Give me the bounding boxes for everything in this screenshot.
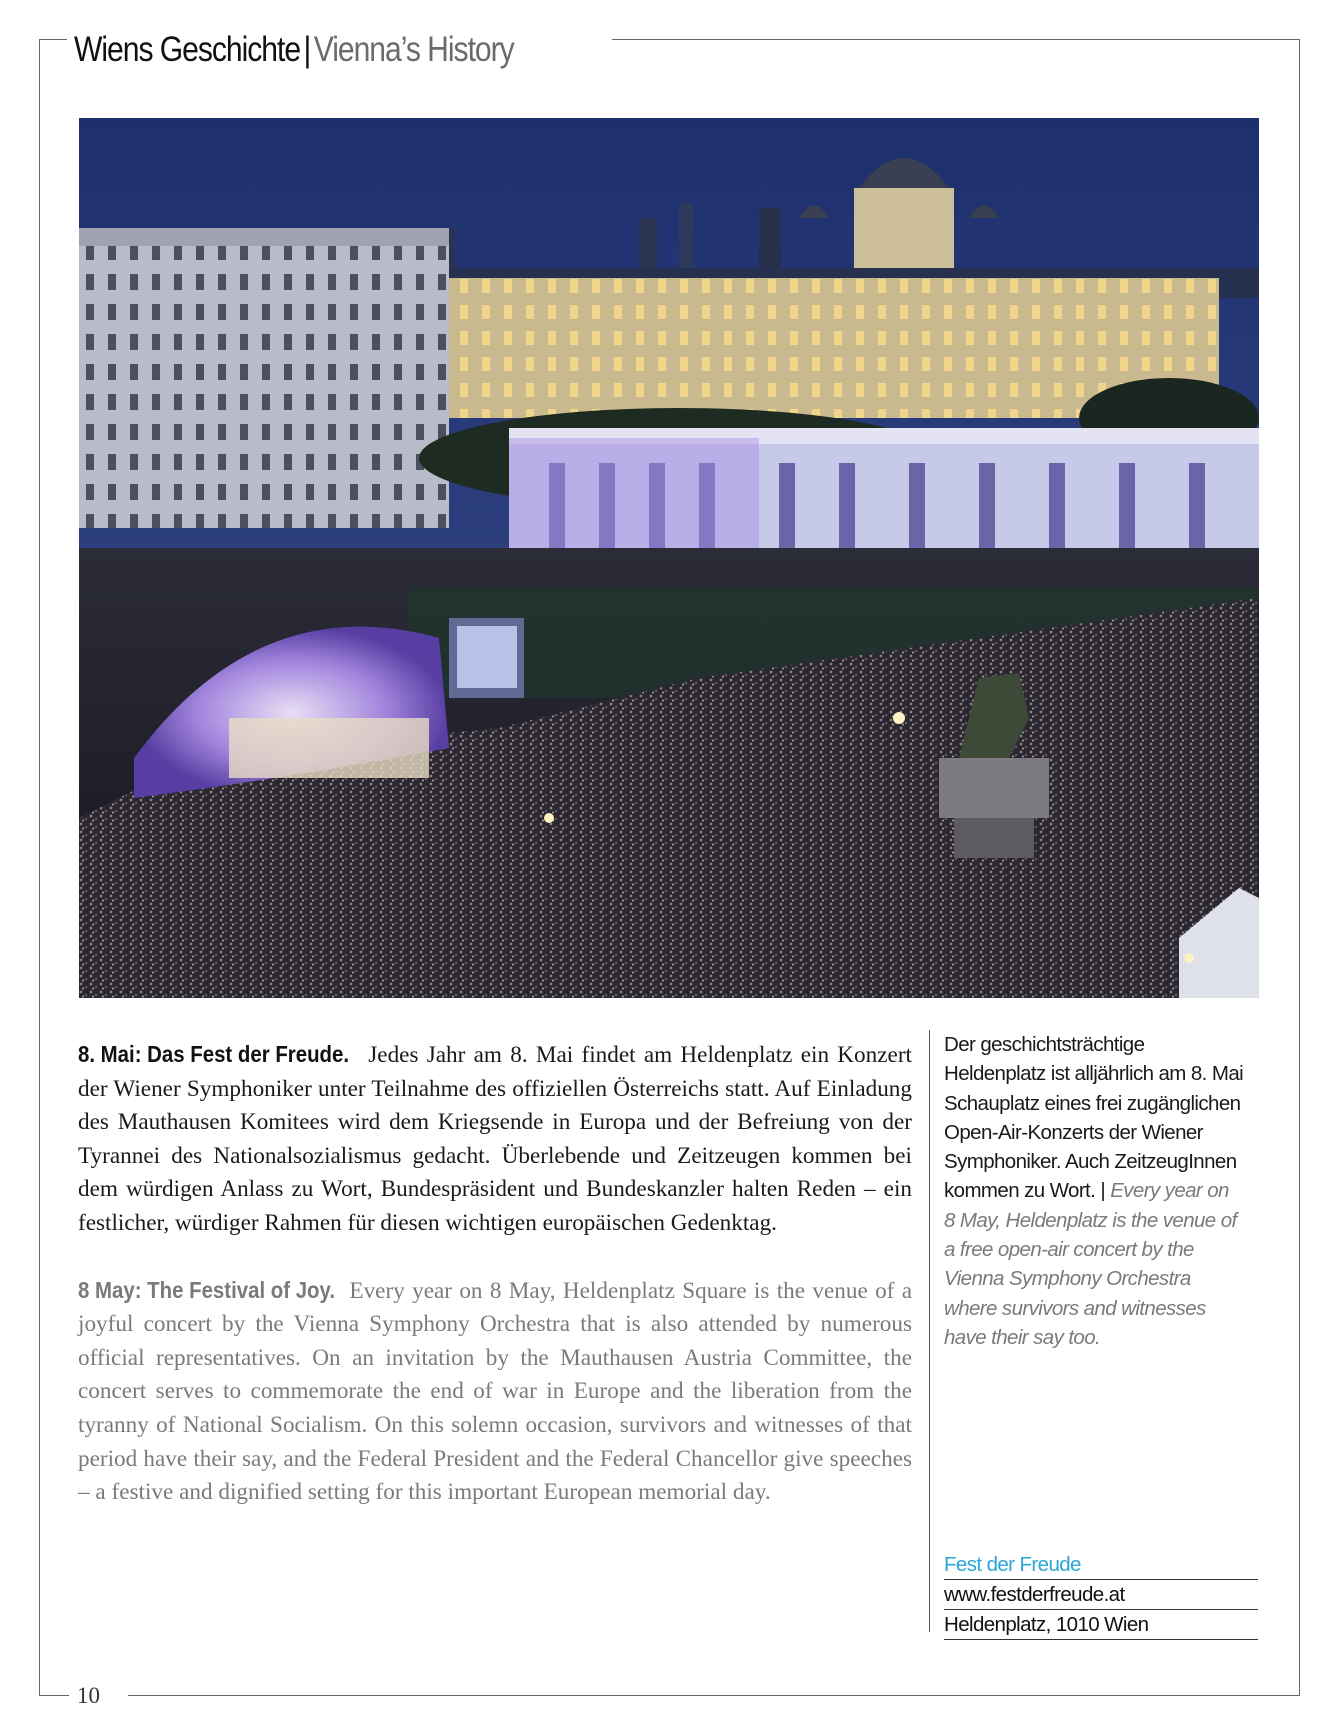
header-title-en: Vienna’s History [313,30,514,69]
article-column [78,1038,912,1510]
concert-photo-illustration [79,118,1259,998]
info-website-link[interactable]: www.festderfreude.at [944,1580,1258,1610]
heldenplatz-photo [79,118,1259,998]
article-paragraph-de [78,1038,912,1241]
frame-line [39,39,67,40]
info-title: Fest der Freude [944,1550,1258,1580]
header-separator: | [303,30,311,69]
frame-line [39,1695,69,1696]
frame-line [128,1695,1300,1696]
article-lead-de: 8. Mai: Das Fest der Freude. [78,1041,350,1067]
info-box [944,1550,1258,1640]
info-address: Heldenplatz, 1010 Wien [944,1610,1258,1640]
page-number: 10 [77,1683,100,1708]
article-paragraph-en [78,1274,912,1510]
page-header [74,30,514,74]
article-lead-en: 8 May: The Festival of Joy. [78,1276,336,1303]
column-divider [929,1030,930,1632]
frame-line [39,39,40,1695]
article-body-en: Every year on 8 May, Heldenplatz Square is the venue of a joyful concert by the Vienna Symphony Orchestra that is also attended by numerous official representatives. On an invitation by the Mauthausen Austria Committee, the concert serves to commemorate the end of war in Europe and the liberation from the tyranny of National Socialism. On this solemn occasion, survivors and witnesses of that period have their say, and the Federal President and the Federal Chancellor give speeches – a festive and dignified setting for this important European memorial day. [78,1277,912,1506]
header-title-de: Wiens Geschichte [74,30,301,69]
caption-en: Every year on 8 May, Heldenplatz is the venue of a free open-air concert by the Vienna Symphony Orchestra where survivors and witnesses have their say too. [944,1179,1237,1349]
photo-caption [944,1030,1244,1352]
frame-line [612,39,1300,40]
frame-line [1299,39,1300,1695]
caption-de: Der geschichtsträchtige Heldenplatz ist alljährlich am 8. Mai Schauplatz eines frei zugänglichen Open-Air-Konzerts der Wiener Symphoniker. Auch ZeitzeugInnen kommen zu Wort. | [944,1033,1244,1203]
article-body-de: Jedes Jahr am 8. Mai findet am Heldenplatz ein Konzert der Wiener Symphoniker unter Teilnahme des offiziellen Österreichs statt. Auf Einladung des Mauthausen Komitees wird dem Kriegsende in Europa und der Befreiung von der Tyrannei des Nationalsozialismus gedacht. Überlebende und Zeitzeugen kommen bei dem würdigen Anlass zu Wort, Bundespräsident und Bundeskanzler halten Reden – ein festlicher, würdiger Rahmen für diesen wichtigen europäischen Gedenktag. [78,1042,912,1236]
